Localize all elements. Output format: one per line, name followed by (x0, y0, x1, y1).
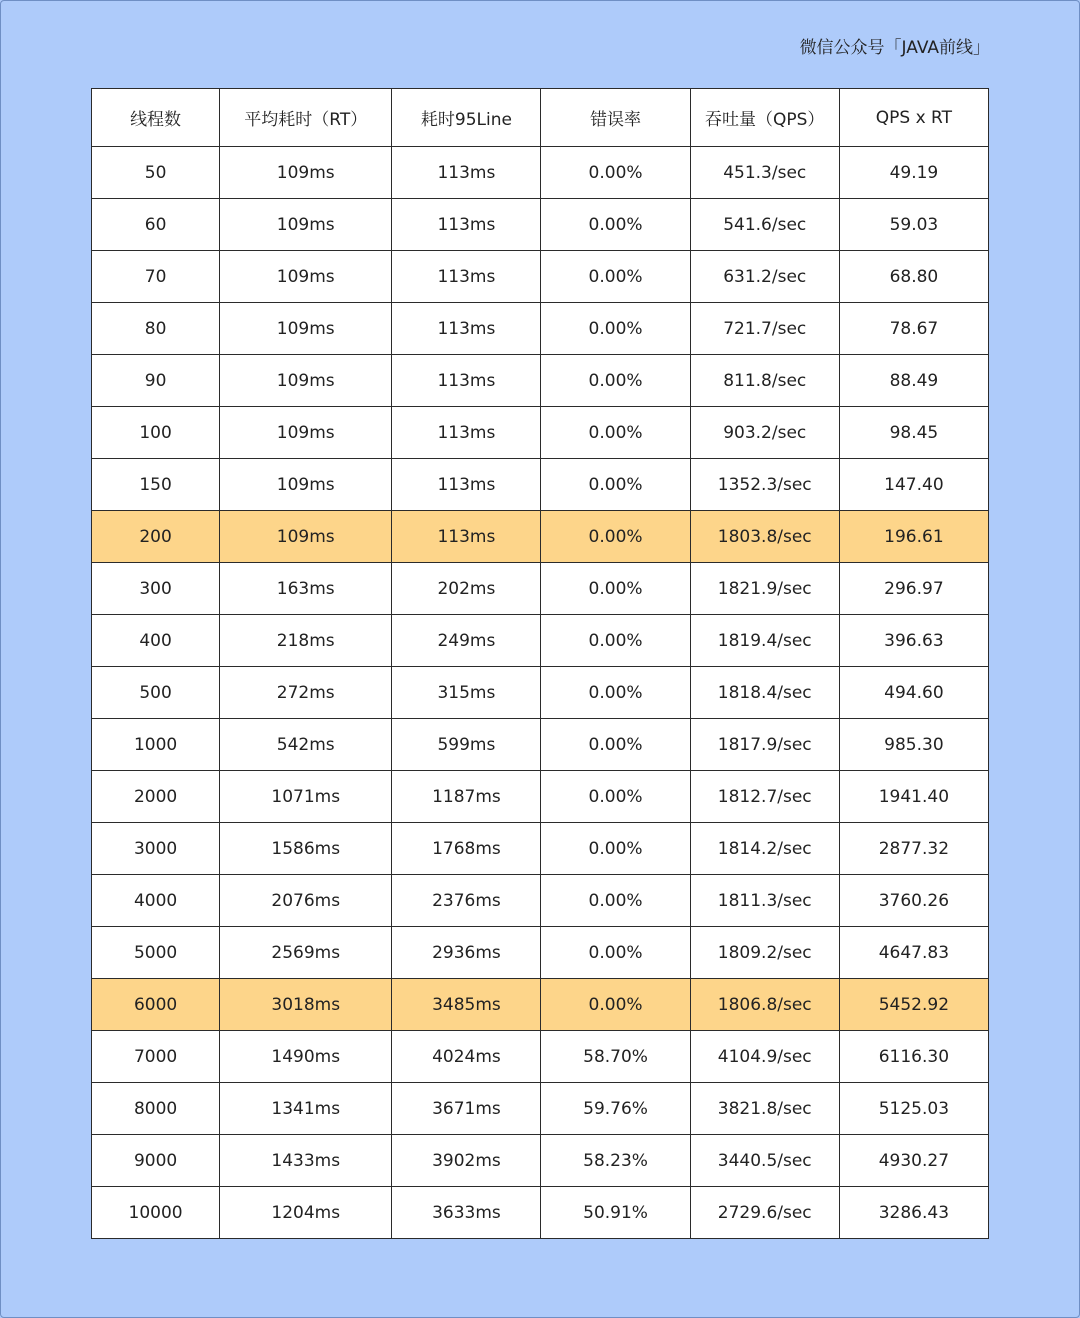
table-row (92, 719, 989, 771)
table-body (92, 147, 989, 1239)
rt-95line-cell: 113ms (392, 147, 541, 199)
qps-x-rt-cell: 2877.32 (839, 823, 988, 875)
qps-x-rt-cell: 6116.30 (839, 1031, 988, 1083)
avg-rt-cell: 109ms (220, 303, 392, 355)
performance-table (91, 88, 989, 1239)
avg-rt-cell: 1433ms (220, 1135, 392, 1187)
rt-95line-cell: 599ms (392, 719, 541, 771)
rt-95line-cell: 113ms (392, 303, 541, 355)
threads-cell: 8000 (92, 1083, 220, 1135)
qps-x-rt-cell: 396.63 (839, 615, 988, 667)
qps-cell: 631.2/sec (690, 251, 839, 303)
error-rate-cell: 0.00% (541, 979, 690, 1031)
threads-cell: 150 (92, 459, 220, 511)
qps-cell: 541.6/sec (690, 199, 839, 251)
header-error-rate: 错误率 (541, 89, 690, 147)
avg-rt-cell: 3018ms (220, 979, 392, 1031)
avg-rt-cell: 272ms (220, 667, 392, 719)
threads-cell: 400 (92, 615, 220, 667)
qps-cell: 1821.9/sec (690, 563, 839, 615)
table-row (92, 563, 989, 615)
threads-cell: 6000 (92, 979, 220, 1031)
error-rate-cell: 0.00% (541, 407, 690, 459)
error-rate-cell: 0.00% (541, 823, 690, 875)
threads-cell: 500 (92, 667, 220, 719)
header-qps: 吞吐量（QPS） (690, 89, 839, 147)
qps-x-rt-cell: 296.97 (839, 563, 988, 615)
table-row (92, 407, 989, 459)
qps-x-rt-cell: 1941.40 (839, 771, 988, 823)
threads-cell: 90 (92, 355, 220, 407)
avg-rt-cell: 109ms (220, 199, 392, 251)
qps-x-rt-cell: 59.03 (839, 199, 988, 251)
qps-cell: 1814.2/sec (690, 823, 839, 875)
qps-cell: 1811.3/sec (690, 875, 839, 927)
table-row (92, 875, 989, 927)
rt-95line-cell: 315ms (392, 667, 541, 719)
error-rate-cell: 50.91% (541, 1187, 690, 1239)
rt-95line-cell: 2936ms (392, 927, 541, 979)
qps-cell: 1809.2/sec (690, 927, 839, 979)
avg-rt-cell: 2076ms (220, 875, 392, 927)
qps-x-rt-cell: 5452.92 (839, 979, 988, 1031)
rt-95line-cell: 202ms (392, 563, 541, 615)
threads-cell: 10000 (92, 1187, 220, 1239)
error-rate-cell: 0.00% (541, 251, 690, 303)
header-threads: 线程数 (92, 89, 220, 147)
qps-cell: 721.7/sec (690, 303, 839, 355)
threads-cell: 4000 (92, 875, 220, 927)
error-rate-cell: 0.00% (541, 199, 690, 251)
rt-95line-cell: 113ms (392, 511, 541, 563)
rt-95line-cell: 3902ms (392, 1135, 541, 1187)
header-qps-x-rt: QPS x RT (839, 89, 988, 147)
qps-x-rt-cell: 68.80 (839, 251, 988, 303)
threads-cell: 2000 (92, 771, 220, 823)
qps-cell: 811.8/sec (690, 355, 839, 407)
rt-95line-cell: 1768ms (392, 823, 541, 875)
error-rate-cell: 0.00% (541, 459, 690, 511)
avg-rt-cell: 2569ms (220, 927, 392, 979)
avg-rt-cell: 163ms (220, 563, 392, 615)
avg-rt-cell: 109ms (220, 407, 392, 459)
table-row (92, 303, 989, 355)
qps-cell: 3440.5/sec (690, 1135, 839, 1187)
qps-cell: 1812.7/sec (690, 771, 839, 823)
header-rt-95line: 耗时95Line (392, 89, 541, 147)
qps-x-rt-cell: 494.60 (839, 667, 988, 719)
qps-cell: 903.2/sec (690, 407, 839, 459)
watermark-text: 微信公众号「JAVA前线」 (799, 38, 990, 58)
threads-cell: 7000 (92, 1031, 220, 1083)
threads-cell: 9000 (92, 1135, 220, 1187)
table-row (92, 771, 989, 823)
table-row (92, 355, 989, 407)
qps-x-rt-cell: 78.67 (839, 303, 988, 355)
threads-cell: 5000 (92, 927, 220, 979)
error-rate-cell: 0.00% (541, 147, 690, 199)
error-rate-cell: 0.00% (541, 511, 690, 563)
error-rate-cell: 0.00% (541, 563, 690, 615)
qps-x-rt-cell: 4647.83 (839, 927, 988, 979)
avg-rt-cell: 109ms (220, 251, 392, 303)
rt-95line-cell: 249ms (392, 615, 541, 667)
table-row (92, 147, 989, 199)
qps-x-rt-cell: 985.30 (839, 719, 988, 771)
rt-95line-cell: 3485ms (392, 979, 541, 1031)
table-row (92, 251, 989, 303)
avg-rt-cell: 218ms (220, 615, 392, 667)
threads-cell: 70 (92, 251, 220, 303)
qps-x-rt-cell: 196.61 (839, 511, 988, 563)
qps-cell: 3821.8/sec (690, 1083, 839, 1135)
avg-rt-cell: 109ms (220, 355, 392, 407)
header-avg-rt: 平均耗时（RT） (220, 89, 392, 147)
error-rate-cell: 0.00% (541, 771, 690, 823)
avg-rt-cell: 109ms (220, 147, 392, 199)
threads-cell: 3000 (92, 823, 220, 875)
error-rate-cell: 59.76% (541, 1083, 690, 1135)
qps-cell: 1817.9/sec (690, 719, 839, 771)
table-row (92, 199, 989, 251)
qps-cell: 1806.8/sec (690, 979, 839, 1031)
table-header-row (92, 89, 989, 147)
threads-cell: 200 (92, 511, 220, 563)
qps-x-rt-cell: 147.40 (839, 459, 988, 511)
table-row (92, 823, 989, 875)
qps-x-rt-cell: 4930.27 (839, 1135, 988, 1187)
error-rate-cell: 0.00% (541, 615, 690, 667)
error-rate-cell: 0.00% (541, 667, 690, 719)
rt-95line-cell: 113ms (392, 199, 541, 251)
threads-cell: 60 (92, 199, 220, 251)
table-row (92, 1187, 989, 1239)
rt-95line-cell: 1187ms (392, 771, 541, 823)
qps-x-rt-cell: 49.19 (839, 147, 988, 199)
threads-cell: 1000 (92, 719, 220, 771)
table-row (92, 1135, 989, 1187)
qps-cell: 2729.6/sec (690, 1187, 839, 1239)
error-rate-cell: 58.70% (541, 1031, 690, 1083)
qps-cell: 1818.4/sec (690, 667, 839, 719)
qps-cell: 1803.8/sec (690, 511, 839, 563)
qps-x-rt-cell: 3760.26 (839, 875, 988, 927)
table-row (92, 667, 989, 719)
table-row-highlighted (92, 511, 989, 563)
table-row (92, 1031, 989, 1083)
qps-cell: 1819.4/sec (690, 615, 839, 667)
rt-95line-cell: 113ms (392, 407, 541, 459)
rt-95line-cell: 113ms (392, 459, 541, 511)
rt-95line-cell: 4024ms (392, 1031, 541, 1083)
threads-cell: 80 (92, 303, 220, 355)
avg-rt-cell: 109ms (220, 459, 392, 511)
qps-cell: 1352.3/sec (690, 459, 839, 511)
qps-cell: 451.3/sec (690, 147, 839, 199)
qps-x-rt-cell: 88.49 (839, 355, 988, 407)
table-row (92, 459, 989, 511)
table-row (92, 615, 989, 667)
rt-95line-cell: 113ms (392, 251, 541, 303)
avg-rt-cell: 109ms (220, 511, 392, 563)
error-rate-cell: 0.00% (541, 303, 690, 355)
error-rate-cell: 0.00% (541, 355, 690, 407)
avg-rt-cell: 1586ms (220, 823, 392, 875)
table-row-highlighted (92, 979, 989, 1031)
threads-cell: 300 (92, 563, 220, 615)
rt-95line-cell: 2376ms (392, 875, 541, 927)
threads-cell: 100 (92, 407, 220, 459)
avg-rt-cell: 1071ms (220, 771, 392, 823)
error-rate-cell: 0.00% (541, 927, 690, 979)
table-row (92, 1083, 989, 1135)
avg-rt-cell: 1204ms (220, 1187, 392, 1239)
error-rate-cell: 0.00% (541, 875, 690, 927)
avg-rt-cell: 1490ms (220, 1031, 392, 1083)
qps-x-rt-cell: 5125.03 (839, 1083, 988, 1135)
avg-rt-cell: 542ms (220, 719, 392, 771)
table-row (92, 927, 989, 979)
rt-95line-cell: 113ms (392, 355, 541, 407)
qps-cell: 4104.9/sec (690, 1031, 839, 1083)
error-rate-cell: 58.23% (541, 1135, 690, 1187)
error-rate-cell: 0.00% (541, 719, 690, 771)
threads-cell: 50 (92, 147, 220, 199)
rt-95line-cell: 3671ms (392, 1083, 541, 1135)
avg-rt-cell: 1341ms (220, 1083, 392, 1135)
rt-95line-cell: 3633ms (392, 1187, 541, 1239)
qps-x-rt-cell: 3286.43 (839, 1187, 988, 1239)
qps-x-rt-cell: 98.45 (839, 407, 988, 459)
